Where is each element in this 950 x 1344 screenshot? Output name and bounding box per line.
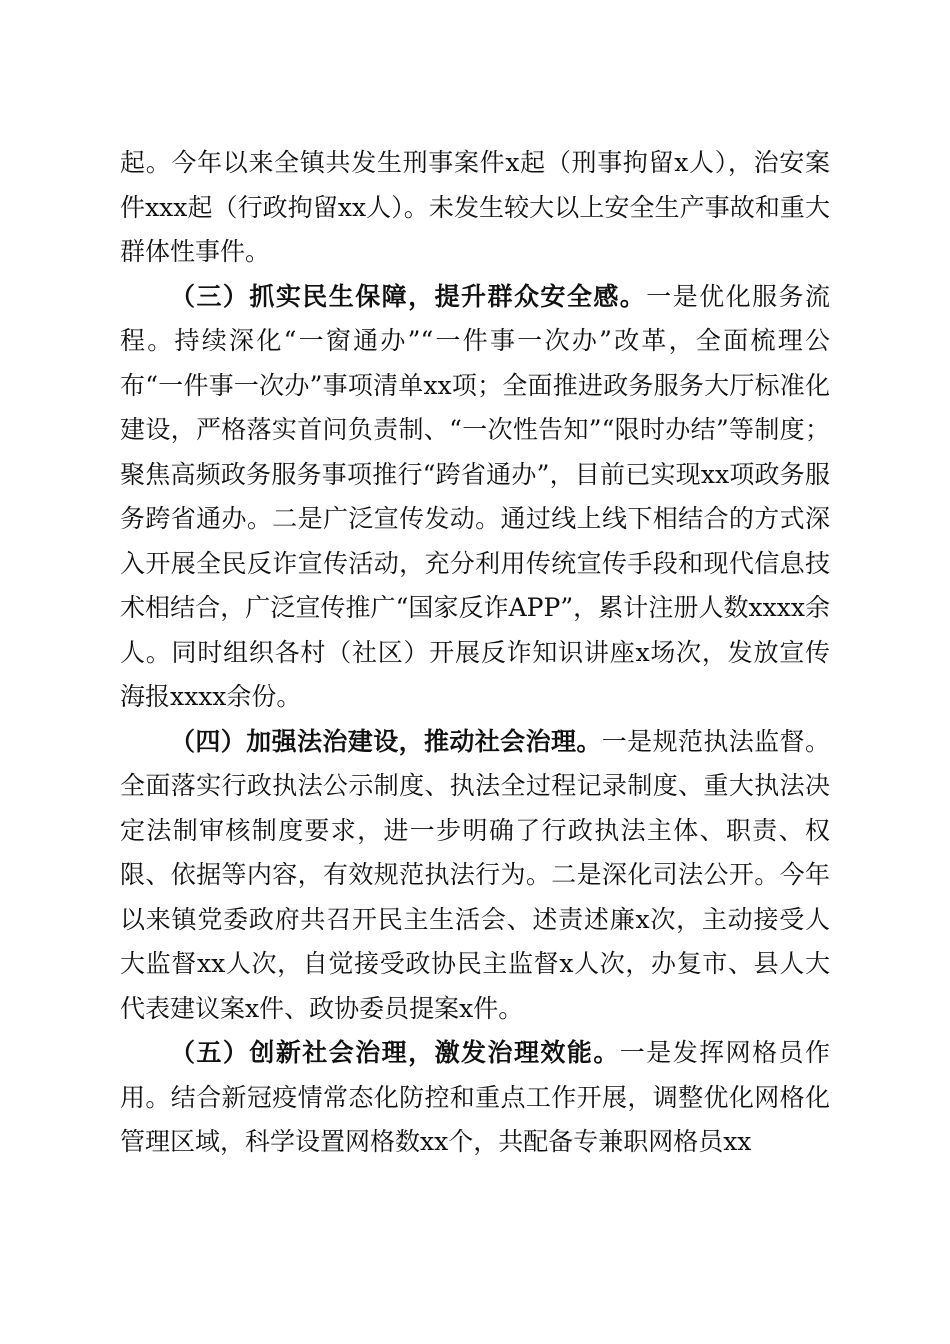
paragraph-text: 起。今年以来全镇共发生刑事案件x起（刑事拘留x人），治安案件xxx起（行政拘留xx人）。未发生较大以上安全生产事故和重大群体性事件。 (120, 148, 830, 266)
paragraph-text: 一是规范执法监督。全面落实行政执法公示制度、执法全过程记录制度、重大执法决定法制审核制度要求，进一步明确了行政执法主体、职责、权限、依据等内容，有效规范执法行为。二是深化司法公开。今年以来镇党委政府共召开民主生活会、述责述廉x次，主动接受人大监督xx人次，自觉接受政协民主监督x人次，办复市、县人大代表建议案x件、政协委员提案x件。 (120, 726, 830, 1023)
section-heading: （三）抓实民生保障，提升群众安全感。 (170, 281, 647, 311)
section-heading: （五）创新社会治理，激发治理效能。 (170, 1038, 620, 1067)
paragraph-section-3 (120, 275, 830, 720)
paragraph-text: 一是优化服务流程。持续深化“一窗通办”“一件事一次办”改革，全面梳理公布“一件事一次办”事项清单xx项；全面推进政务服务大厅标准化建设，严格落实首问负责制、“一次性告知”“限时办结”等制度；聚焦高频政务服务事项推行“跨省通办”，目前已实现xx项政务服务跨省通办。二是广泛宣传发动。通过线上线下相结合的方式深入开展全民反诈宣传活动，充分利用传统宣传手段和现代信息技术相结合，广泛宣传推广“国家反诈APP”，累计注册人数xxxx余人。同时组织各村（社区）开展反诈知识讲座x场次，发放宣传海报xxxx余份。 (120, 281, 830, 711)
paragraph-continued (120, 141, 830, 275)
paragraph-section-4 (120, 720, 830, 1032)
section-heading: （四）加强法治建设，推动社会治理。 (170, 726, 602, 756)
paragraph-text: 一是发挥网格员作用。结合新冠疫情常态化防控和重点工作开展，调整优化网格化管理区域，科学设置网格数xx个，共配备专兼职网格员xx (120, 1038, 830, 1156)
document-body (120, 141, 830, 1165)
paragraph-section-5 (120, 1031, 830, 1165)
